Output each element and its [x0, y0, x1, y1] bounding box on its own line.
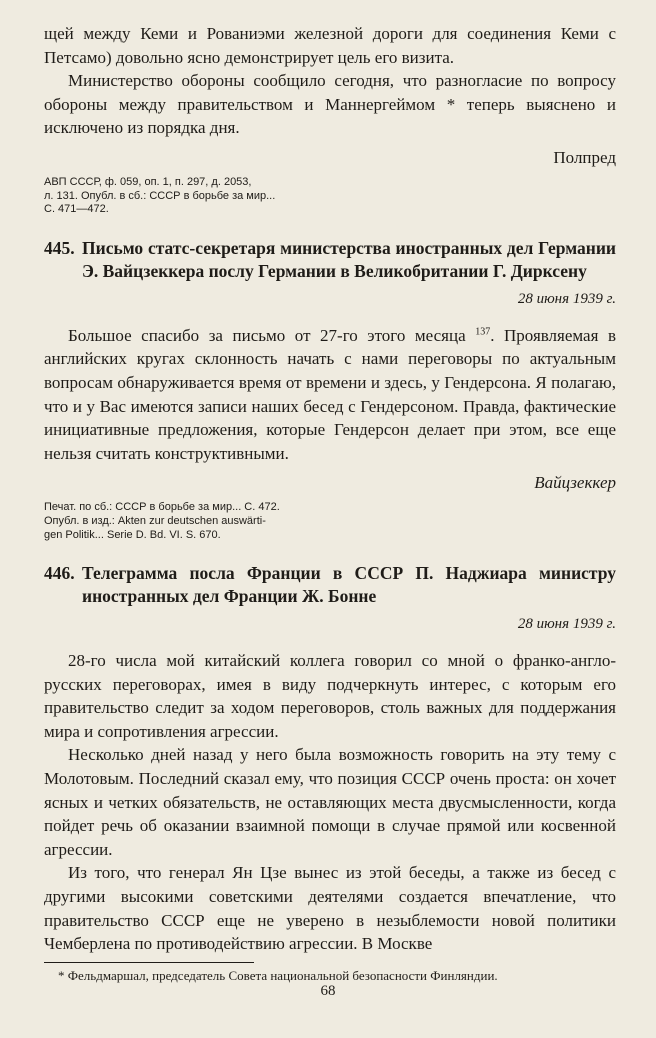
document-heading	[44, 237, 616, 283]
paragraph: Несколько дней назад у него была возможность говорить на эту тему с Молотовым. Последний сказал ему, что позиция СССР очень проста: он хочет ясных и четких обязательств, не оставляющих места двусмысленности, когда пойдет речь об оказании взаимной помощи в случае прямой или косвенной агрессии.	[44, 745, 616, 859]
document-heading	[44, 562, 616, 608]
signature: Полпред	[553, 147, 616, 167]
archive-source	[44, 501, 616, 542]
continued-paragraph: щей между Кеми и Рованиэми железной дороги для соединения Кеми с Петсамо) довольно ясно демонстрирует цель его визита.	[44, 24, 616, 67]
paragraph: 28-го числа мой китайский коллега говорил со мной о франко-англо-русских переговорах, имея в виду подчеркнуть интерес, с которым его правительство следит за ходом переговоров, столь важных для поддержания мира и сопротивления агрессии.	[44, 651, 616, 741]
reference-note: 137	[475, 326, 491, 338]
document-446	[44, 562, 616, 956]
source-line: л. 131. Опубл. в сб.: СССР в борьбе за мир...	[44, 189, 276, 202]
document-title: Письмо статс-секретаря министерства иностранных дел Германии Э. Вайцзеккера послу Германии в Великобритании Г. Дирксену	[82, 237, 616, 281]
document-title: Телеграмма посла Франции в СССР П. Наджиара министру иностранных дел Франции Ж. Бонне	[82, 563, 616, 607]
archive-source	[44, 176, 616, 217]
source-line: gen Politik... Serie D. Bd. VI. S. 670.	[44, 528, 221, 541]
source-line: Печат. по сб.: СССР в борьбе за мир... С. 472.	[44, 501, 280, 514]
document-445	[44, 237, 616, 542]
document-date: 28 июня 1939 г.	[517, 616, 616, 633]
paragraph	[44, 324, 616, 466]
document-date: 28 июня 1939 г.	[517, 290, 616, 307]
document-number: 446.	[44, 563, 75, 584]
document-number: 445.	[44, 237, 75, 258]
footnote: * Фельдмаршал, председатель Совета национальной безопасности Финляндии.	[58, 967, 498, 983]
source-line: АВП СССР, ф. 059, оп. 1, п. 297, д. 2053,	[44, 175, 252, 188]
source-line: Опубл. в изд.: Akten zur deutschen auswärti-	[44, 514, 266, 527]
text-segment: . Проявляемая в английских кругах склонность начать с нами переговоры по актуальным вопросам обнаруживается время от времени и здесь, у Гендерсона. Я полагаю, что и у Вас имеются записи наших бесед с Гендерсоном. Правда, фактические инициативные предложения, которые Гендерсон делает при этом, все еще нельзя считать конструктивными.	[44, 325, 616, 463]
paragraph: Министерство обороны сообщило сегодня, что разногласие по вопросу обороны между правительством и Маннергеймом * теперь выяснено и исключено из порядка дня.	[44, 71, 616, 138]
page-number: 68	[320, 983, 336, 999]
source-line: С. 471—472.	[44, 203, 109, 216]
text-segment: Большое спасибо за письмо от 27-го этого месяца	[68, 325, 466, 345]
paragraph: Из того, что генерал Ян Цзе вынес из этой беседы, а также из бесед с другими высокими советскими деятелями создается впечатление, что правительство СССР еще не уверено в незыблемости новой политики Чемберлена по противодействию агрессии. В Москве	[44, 863, 616, 954]
footnote-rule	[44, 962, 254, 963]
signature: Вайцзеккер	[534, 473, 616, 493]
previous-document-tail	[44, 22, 616, 217]
